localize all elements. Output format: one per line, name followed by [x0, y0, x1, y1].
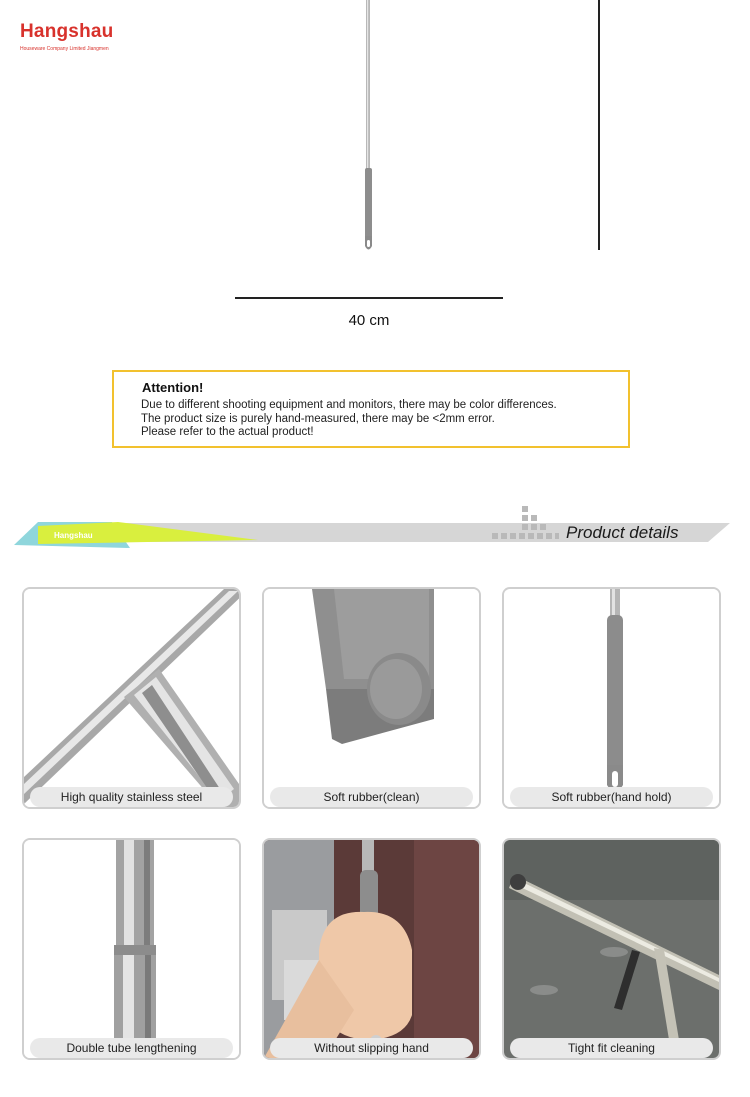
height-dimension-line — [598, 0, 600, 250]
detail-card-soft-rubber-clean — [262, 587, 481, 809]
detail-card-double-tube — [22, 838, 241, 1060]
brand-logo — [20, 22, 113, 52]
detail-label: Tight fit cleaning — [510, 1038, 713, 1058]
detail-label: Without slipping hand — [270, 1038, 473, 1058]
detail-card-stainless-steel — [22, 587, 241, 809]
attention-line-2: The product size is purely hand-measured, there may be <2mm error. — [141, 412, 495, 425]
detail-card-soft-rubber-hand-hold — [502, 587, 721, 809]
brand-name: Hangshau — [20, 21, 114, 42]
brand-tagline: Houseware Company Limited Jiangmen — [20, 46, 109, 52]
detail-card-tight-fit — [502, 838, 721, 1060]
width-dimension-label: 40 cm — [348, 312, 390, 329]
detail-label: Soft rubber(hand hold) — [510, 787, 713, 807]
attention-line-3: Please refer to the actual product! — [141, 426, 314, 438]
detail-label: Double tube lengthening — [30, 1038, 233, 1058]
attention-title: Attention! — [142, 380, 204, 395]
attention-notice — [112, 370, 630, 448]
stainless-steel-photo — [24, 589, 239, 807]
detail-label: Soft rubber(clean) — [270, 787, 473, 807]
detail-card-without-slipping — [262, 838, 481, 1060]
rubber-handle-photo — [504, 589, 719, 807]
width-dimension-line — [235, 297, 503, 299]
section-title: Product details — [566, 523, 679, 542]
soft-rubber-blade-photo — [264, 589, 479, 807]
attention-line-1: Due to different shooting equipment and monitors, there may be color differences. — [141, 399, 557, 411]
detail-label: High quality stainless steel — [30, 787, 233, 807]
glass-cleaning-photo — [504, 840, 719, 1058]
banner-brand: Hangshau — [54, 531, 93, 540]
double-tube-photo — [24, 840, 239, 1058]
product-handle-image — [350, 0, 390, 255]
hand-grip-photo — [264, 840, 479, 1058]
